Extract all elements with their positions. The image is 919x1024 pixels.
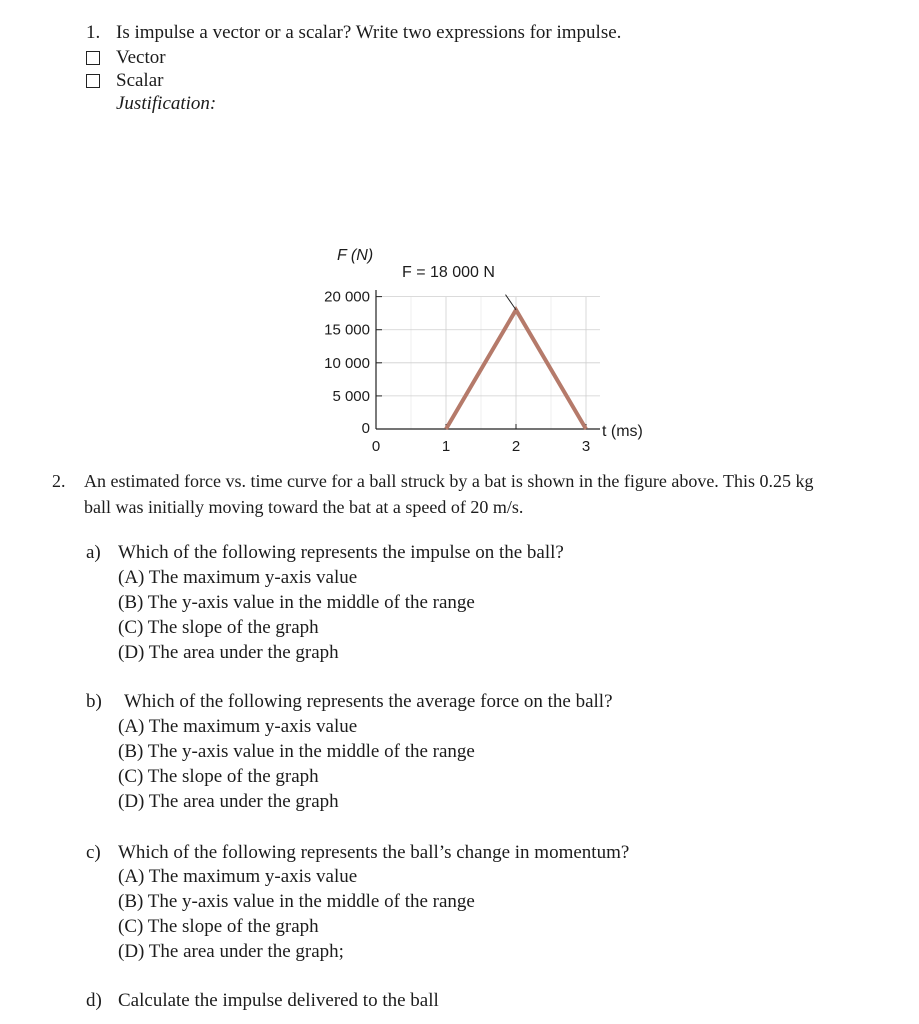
x-tick-label: 1 (441, 438, 451, 455)
part-c-option: (A) The maximum y-axis value (118, 866, 358, 887)
x-tick-label: 0 (371, 438, 381, 455)
y-tick-label: 10 000 (324, 354, 370, 372)
part-c-option: (B) The y-axis value in the middle of the range (118, 891, 475, 912)
part-a-question: Which of the following represents the impulse on the ball? (118, 542, 564, 563)
part-b-option: (A) The maximum y-axis value (118, 716, 358, 737)
x-axis-label: t (ms) (602, 423, 643, 440)
y-tick-label: 15 000 (324, 321, 370, 339)
q2-stem-line1: An estimated force vs. time curve for a ball struck by a bat is shown in the figure above. This 0.25 kg (84, 471, 814, 491)
part-a-option: (C) The slope of the graph (118, 617, 319, 638)
part-a-option: (A) The maximum y-axis value (118, 567, 358, 588)
y-tick-label: 5 000 (332, 387, 370, 405)
part-b-option: (D) The area under the graph (118, 791, 339, 812)
x-tick-label: 2 (511, 438, 521, 455)
part-c-option: (D) The area under the graph; (118, 941, 344, 962)
part-c-option: (C) The slope of the graph (118, 916, 319, 937)
scalar-checkbox[interactable] (86, 74, 100, 88)
peak-force-annotation: F = 18 000 N (402, 264, 495, 281)
q1-number: 1. (86, 22, 101, 43)
q2-number: 2. (52, 471, 66, 491)
part-a-option: (B) The y-axis value in the middle of the range (118, 592, 475, 613)
part-d-question: Calculate the impulse delivered to the ball (118, 990, 439, 1011)
y-tick-label: 0 (361, 420, 370, 437)
q2-stem-line2: ball was initially moving toward the bat at a speed of 20 m/s. (84, 497, 524, 517)
part-d-label: d) (86, 990, 102, 1011)
y-axis-label: F (N) (337, 247, 374, 264)
scalar-option-label: Scalar (116, 70, 164, 91)
q1-prompt: Is impulse a vector or a scalar? Write two expressions for impulse. (116, 22, 622, 43)
force-time-chart (280, 232, 680, 462)
justification-label: Justification: (116, 93, 217, 114)
y-tick-label: 20 000 (324, 288, 370, 306)
part-b-question: Which of the following represents the average force on the ball? (124, 691, 613, 712)
chart-grid (376, 297, 600, 429)
part-b-option: (B) The y-axis value in the middle of the range (118, 741, 475, 762)
part-a-label: a) (86, 542, 101, 563)
part-b-label: b) (86, 691, 102, 712)
part-a-option: (D) The area under the graph (118, 642, 339, 663)
vector-checkbox[interactable] (86, 51, 100, 65)
x-tick-label: 3 (581, 438, 591, 455)
part-c-label: c) (86, 842, 101, 863)
part-b-option: (C) The slope of the graph (118, 766, 319, 787)
part-c-question: Which of the following represents the ball’s change in momentum? (118, 842, 630, 863)
vector-option-label: Vector (116, 47, 166, 68)
